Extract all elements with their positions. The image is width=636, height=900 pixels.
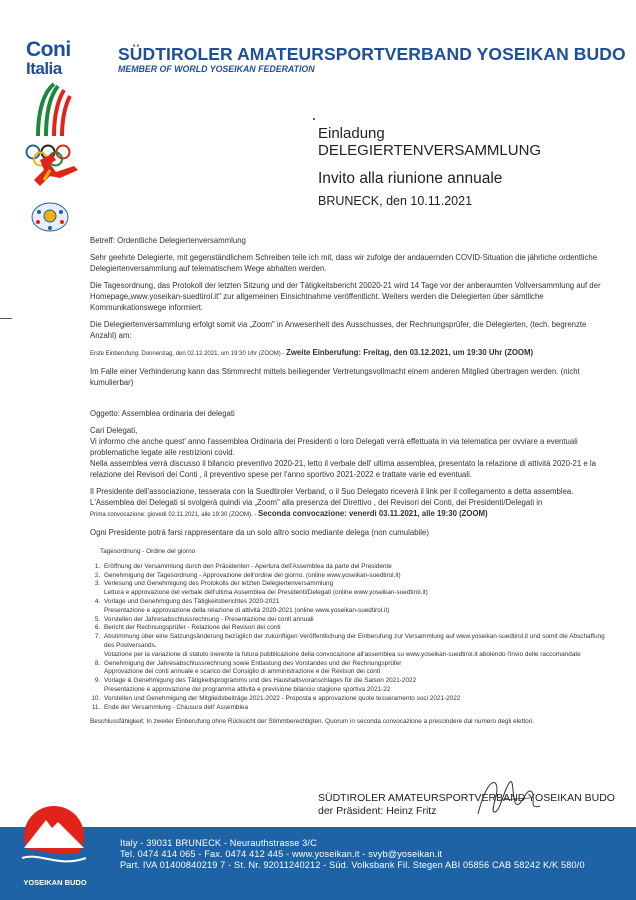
agenda-section — [90, 548, 610, 727]
agenda-item: 11. Ende der Versammlung - Chiusura dell' Assemblea — [102, 704, 610, 713]
agenda-item: 7. Abstimmung über eine Satzungsänderung bezüglich der zukünftigen Veröffentlichung der Einberufung zur Versammlung auf www.yoseikan-suedtirol.it und somit die Abschaffung des Postversands. Votazione per la variazione di statuto inerente la futura pubblicazione della convocazione all'assemblea su www.yoseikan-suedtirol.it abolendo l'invio delle raccomandate — [102, 633, 610, 659]
coni-word: Coni — [26, 38, 71, 61]
fold-mark — [0, 318, 12, 319]
agenda-item: 6. Bericht der Rechnungsprüfer - Relazione dei Revisori dei conti — [102, 624, 610, 633]
german-first-call: Erste Einberufung: Donnerstag, den 02.12.2021, um 19:30 Uhr (ZOOM) - — [90, 351, 287, 357]
footer-phone-web: Tel. 0474 414 065 - Fax. 0474 412 445 - www.yoseikan.it - svyb@yoseikan.it — [120, 849, 443, 860]
german-paragraph-3: Die Delegiertenversammlung erfolgt somit via „Zoom" in Anwesenheit des Ausschusses, der Rechnungsprüfer, die Delegierten, (tech. begrenzte Anzahl) am: — [90, 320, 587, 340]
italian-paragraph-2: Nella assemblea verrà discusso il bilancio preventivo 2020-21, letto il verbale dell' ultima assemblea, presentato la relazione di attività 2020-21 e la relazione dei Revisori dei Conti , il preventivo spese per l'anno sportivo 2021-2022 e trattate varie ed eventuali. — [90, 459, 596, 479]
title-delegiertenversammlung: DELEGIERTENVERSAMMLUNG — [318, 142, 542, 159]
agenda-list — [90, 563, 610, 713]
fisi-figure-icon — [30, 150, 82, 190]
title-einladung: Einladung — [318, 125, 385, 142]
title-block — [318, 125, 541, 208]
italian-paragraph-5: Ogni Presidente potrà farsi rappresentare da un solo altro socio mediante delega (non cumulabile) — [90, 528, 429, 537]
title-invito: Invito alla riunione annuale — [318, 170, 503, 187]
agenda-item: 5. Vorstellen der Jahresabschlussrechnung - Presentazione dei conti annuali — [102, 616, 610, 625]
footer-address: Italy - 39031 BRUNECK - Neurauthstrasse 3/C — [120, 838, 317, 848]
german-subject: Betreff: Ordentliche Delegiertenversammlung — [90, 236, 246, 245]
agenda-heading: Tagesordnung - Ordine del giorno — [100, 548, 196, 555]
german-paragraph-2: Die Tagesordnung, das Protokoll der letzten Sitzung und der Tätigkeitsbericht 20020-21 wird 14 Tage vor der anberaumten Vollversammlung auf der Homepage„www.yoseikan-suedtirol.it" zur allgemeinen Einsichtnahme veröffentlicht. Weiters werden die Delegierten über sämtliche Kommunikationswege informiert. — [90, 281, 601, 312]
footer-contact — [120, 838, 585, 872]
agenda-item: 10. Vorstellen und Genehmigung der Mitgliedsbeiträge 2021-2022 - Proposta e approvazione quote tesseramento soci 2021-2022 — [102, 695, 610, 704]
italian-paragraph-1: Vi informo che anche quest' anno l'assemblea Ordinaria dei Presidenti o loro Delegati verrà effettuata in via telematica per ovviare a eventuali problematiche legate alle restrizioni covid. — [90, 437, 578, 457]
signature-block — [318, 792, 615, 818]
handwritten-signature-icon — [470, 770, 550, 830]
italian-subject: Oggetto: Assemblea ordinaria dei delegati — [90, 409, 235, 418]
agenda-item: 8. Genehmigung der Jahresabschlussrechnung sowie Entlastung des Vorstandes und der Rechnungsprüfer Approvazione dei conti annuale e scarico del Consiglio di amministrazione e dei Revisori dei conti — [102, 660, 610, 678]
yoseikan-logo-label: YOSEIKAN BUDO — [23, 878, 87, 887]
organization-title: SÜDTIROLER AMATEURSPORTVERBAND YOSEIKAN BUDO — [118, 44, 626, 64]
agenda-item: 9. Vorlage & Genehmigung des Tätigkeitsprogramms und des Haushaltsvoranschlages für die Saison 2021-2022 Presentazione e approvazione del programma attività e previsione bilancio stagione sportiva 2021-22 — [102, 677, 610, 695]
german-call-line — [90, 347, 610, 360]
signature-org: SÜDTIROLER AMATEURSPORTVERBAND YOSEIKAN BUDO — [318, 792, 615, 804]
agenda-item: 1. Eröffnung der Versammlung durch den Präsidenten - Apertura dell'Assemblea da parte del Presidente — [102, 563, 610, 572]
organization-subtitle: MEMBER OF WORLD YOSEIKAN FEDERATION — [118, 64, 315, 74]
german-paragraph-1: Sehr geehrte Delegierte, mit gegenständlichem Schreiben teile ich mit, dass wir zufolge der andauernden COVID-Situation die jährliche ordentliche Delegiertenversammlung auf telematischem Wege abhalten werden. — [90, 253, 598, 273]
italian-paragraph-4: L'Assemblea dei Delegati si svolgerà quindi via „Zoom" alla presenza del Direttivo , dei Revisori dei Conti, dei Presidenti/Delegati in — [90, 498, 543, 507]
italian-paragraph-3: Il Presidente dell'associazione, tesserata con la Suedtiroler Verband, o il Suo Delegato riceverà il link per il collegamento a detta assemblea. — [90, 487, 574, 496]
german-second-call: Zweite Einberufung: Freitag, den 03.12.2021, um 19:30 Uhr (ZOOM) — [286, 348, 534, 357]
title-date: BRUNECK, den 10.11.2021 — [318, 194, 473, 208]
italian-section — [90, 408, 610, 538]
quorum-note: Beschlussfähigkeit; In zweiter Einberufung ohne Rücksicht der Stimmberechtigten. Quorum in seconda convocazione a prescindere dal numero degli elettori. — [90, 718, 535, 726]
italian-second-call: Seconda convocazione: venerdì 03.11.2021, alle 19:30 (ZOOM) — [257, 509, 488, 518]
italia-word: Italia — [26, 59, 62, 78]
italian-greeting: Cari Delegati, — [90, 426, 138, 435]
federation-badge-icon — [30, 200, 70, 234]
agenda-item: 3. Verlesung und Genehmigung des Protokolls der letzten Delegiertenversammlung Lettura e approvazione del verbale dell'ultima Assemblea dei Presidenti/Delegati (online www.yoseikan-suedtirol.it) — [102, 580, 610, 598]
agenda-item: 4. Vorlage und Genehmigung des Tätigkeitsberichtes 2020-2021 Presentazione e approvazione della relazione di attività 2020-2021 (online www.yoseikan-suedtirol.it) — [102, 598, 610, 616]
german-paragraph-4: Im Falle einer Verhinderung kann das Stimmrecht mittels beiliegender Vertretungsvollmacht einem anderen Mitglied übertragen werden. (nicht kumulierbar) — [90, 367, 580, 387]
yoseikan-mountain-icon — [18, 800, 90, 876]
italian-first-call: Prima convocazione: giovedì 02.11.2021, alle 19:30 (ZOOM). - — [90, 512, 258, 518]
italian-call-line — [90, 508, 610, 521]
dot-mark — [313, 118, 315, 120]
german-section — [90, 235, 610, 388]
footer-tax-bank: Part. IVA 01400840219 7 - St. Nr. 92011240212 - Süd. Volksbank Fil. Stegen ABI 05856 CAB 58242 K/K 580/0 — [120, 860, 585, 871]
agenda-item: 2. Genehmigung der Tagesordnung - Approvazione dell'ordine del giorno. (online www.yoseikan-suedtirol.it) — [102, 572, 610, 581]
coni-flag-stripes-icon — [34, 80, 74, 138]
signature-president: der Präsident: Heinz Fritz — [318, 805, 437, 817]
